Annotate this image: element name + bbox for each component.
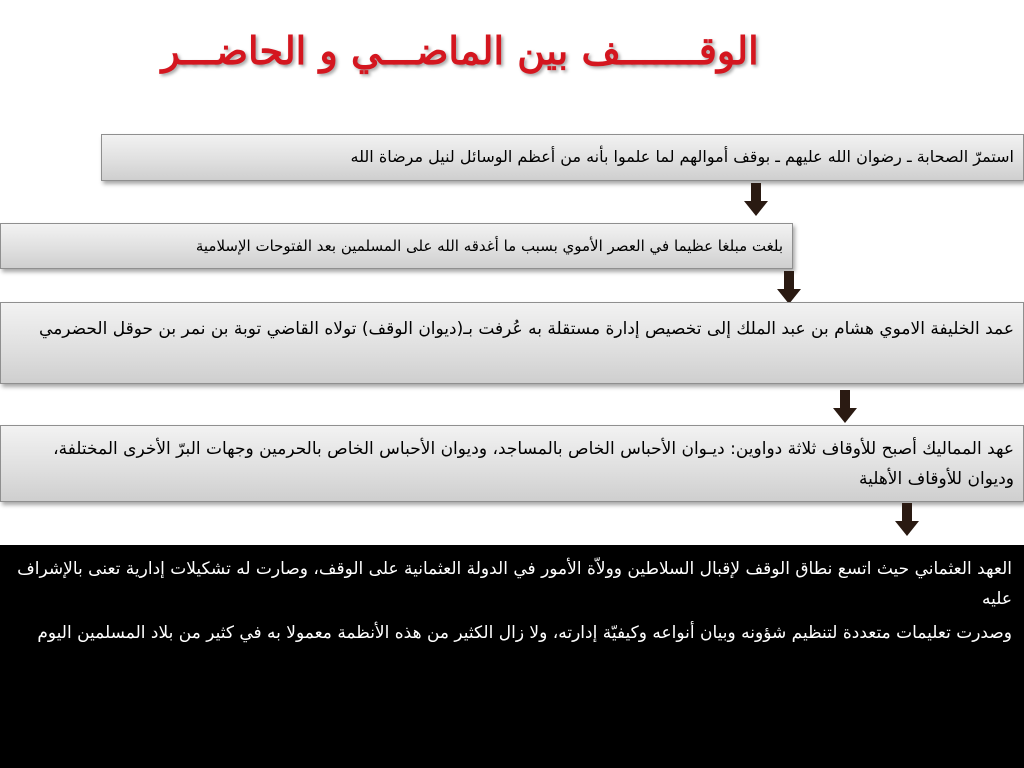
down-arrow-icon: [744, 183, 768, 217]
timeline-step-companions: استمرّ الصحابة ـ رضوان الله عليهم ـ بوقف أموالهم لما علموا بأنه من أعظم الوسائل لنيل مرضاة الله: [101, 134, 1024, 181]
down-arrow-icon: [777, 271, 801, 305]
timeline-step-hisham: عمد الخليفة الاموي هشام بن عبد الملك إلى تخصيص إدارة مستقلة به عُرفت بـ(ديوان الوقف) تولاه القاضي توبة بن نمر بن حوقل الحضرمي: [0, 302, 1024, 384]
timeline-step-mamluk: عهد المماليك أصبح للأوقاف ثلاثة دواوين: ديـوان الأحباس الخاص بالمساجد، وديوان الأحباس الخاص بالحرمين وجهات البرّ الأخرى المختلفة، وديوان للأوقاف الأهلية: [0, 425, 1024, 502]
down-arrow-icon: [833, 390, 857, 424]
slide-title: الوقـــــــف بين الماضـــي و الحاضـــر: [161, 28, 759, 73]
ottoman-paragraph-1: العهد العثماني حيث اتسع نطاق الوقف لإقبال السلاطين وولاّة الأمور في الدولة العثمانية على الوقف، وصارت له تشكيلات إدارية تعنى بالإشراف عليه: [17, 559, 1012, 609]
ottoman-era-panel: [0, 545, 1024, 768]
timeline-step-umayyad: بلغت مبلغا عظيما في العصر الأموي بسبب ما أغدقه الله على المسلمين بعد الفتوحات الإسلامية: [0, 223, 793, 269]
down-arrow-icon: [895, 503, 919, 537]
ottoman-paragraph-2: وصدرت تعليمات متعددة لتنظيم شؤونه وبيان أنواعه وكيفيّة إدارته، ولا زال الكثير من هذه الأنظمة معمولا به في كثير من بلاد المسلمين اليوم: [37, 623, 1012, 643]
